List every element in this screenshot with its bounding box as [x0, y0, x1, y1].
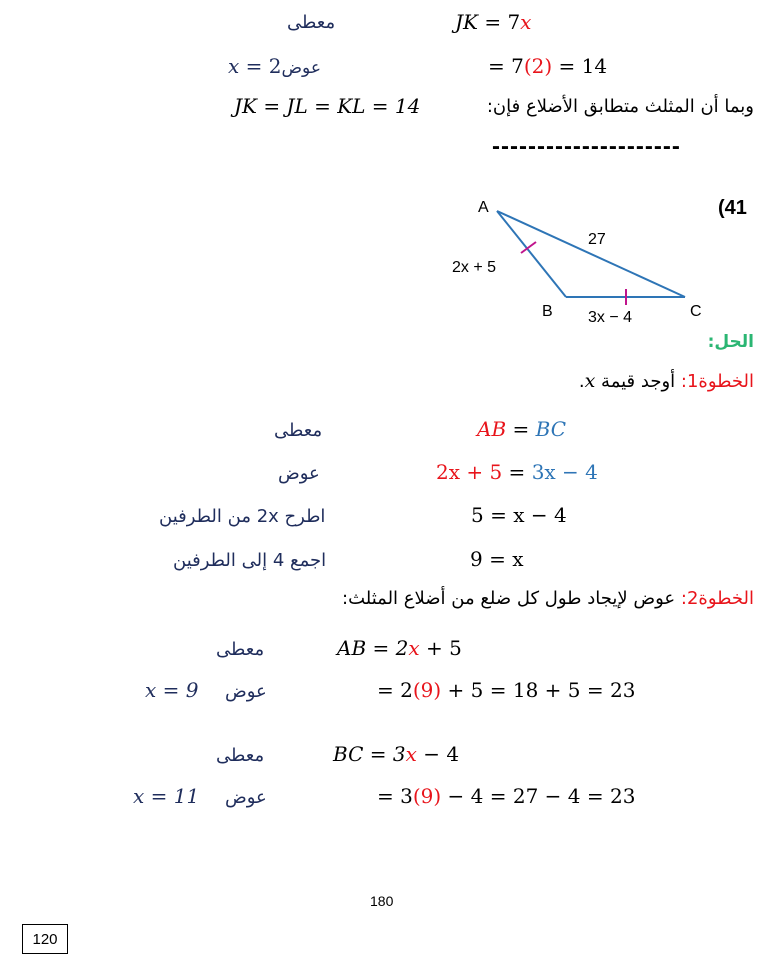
given-label-bc: معطى — [216, 745, 265, 766]
given-label-ab: معطى — [216, 639, 265, 660]
side-ac — [497, 211, 685, 297]
equation-bc: BC = 3x − 4 — [333, 742, 460, 766]
calculation-ab: = 2(9) + 5 = 18 + 5 = 23 — [377, 678, 636, 702]
add-label: اجمع 4 إلى الطرفين — [173, 550, 327, 571]
divider-dashes: --------------------- — [492, 133, 681, 160]
given-label-top: معطى — [287, 12, 336, 33]
page-number: 180 — [370, 893, 394, 909]
vertex-b-label: B — [542, 303, 553, 320]
equation-jk-value: = 7(2) = 14 — [488, 54, 608, 78]
substitute-label-bc: عوض — [225, 787, 267, 808]
side-ab — [497, 211, 566, 297]
side-ac-label: 27 — [588, 231, 606, 248]
equation-x-value: 9 = x — [470, 547, 524, 571]
substitute-note-top: x = 2 عوض — [228, 54, 327, 78]
vertex-a-label: A — [478, 199, 489, 216]
equation-substituted: 2x + 5 = 3x − 4 — [436, 460, 598, 484]
subtract-label: اطرح 2x من الطرفين — [159, 506, 326, 527]
problem-number: (41 — [718, 197, 747, 219]
page-number-box: 120 — [22, 924, 68, 954]
solution-heading: الحل: — [707, 332, 754, 352]
triangle-figure — [430, 188, 710, 328]
substitute-label-ab: عوض — [225, 681, 267, 702]
equation-subtract: 5 = x − 4 — [471, 503, 567, 527]
vertex-c-label: C — [690, 303, 702, 320]
step2-line: الخطوة2: عوض لإيجاد طول كل ضلع من أضلاع المثلث: — [342, 588, 754, 609]
calculation-bc: = 3(9) − 4 = 27 − 4 = 23 — [377, 784, 636, 808]
side-bc-label: 3x − 4 — [588, 309, 633, 326]
substitute-label-step1: عوض — [278, 463, 320, 484]
equation-jk: JK = 7x — [455, 10, 532, 34]
equation-ab-bc: AB = BC — [477, 417, 566, 441]
step1-line: الخطوة1: أوجد قيمة x. — [578, 370, 754, 392]
side-ab-label: 2x + 5 — [452, 259, 497, 276]
equilateral-equation: JK = JL = KL = 14 — [234, 94, 421, 118]
substitute-value-bc: x = 11 — [133, 784, 200, 808]
substitute-value-ab: x = 9 — [145, 678, 199, 702]
equation-ab: AB = 2x + 5 — [337, 636, 462, 660]
given-label-step1: معطى — [274, 420, 323, 441]
equilateral-statement: وبما أن المثلث متطابق الأضلاع فإن: — [486, 96, 754, 117]
